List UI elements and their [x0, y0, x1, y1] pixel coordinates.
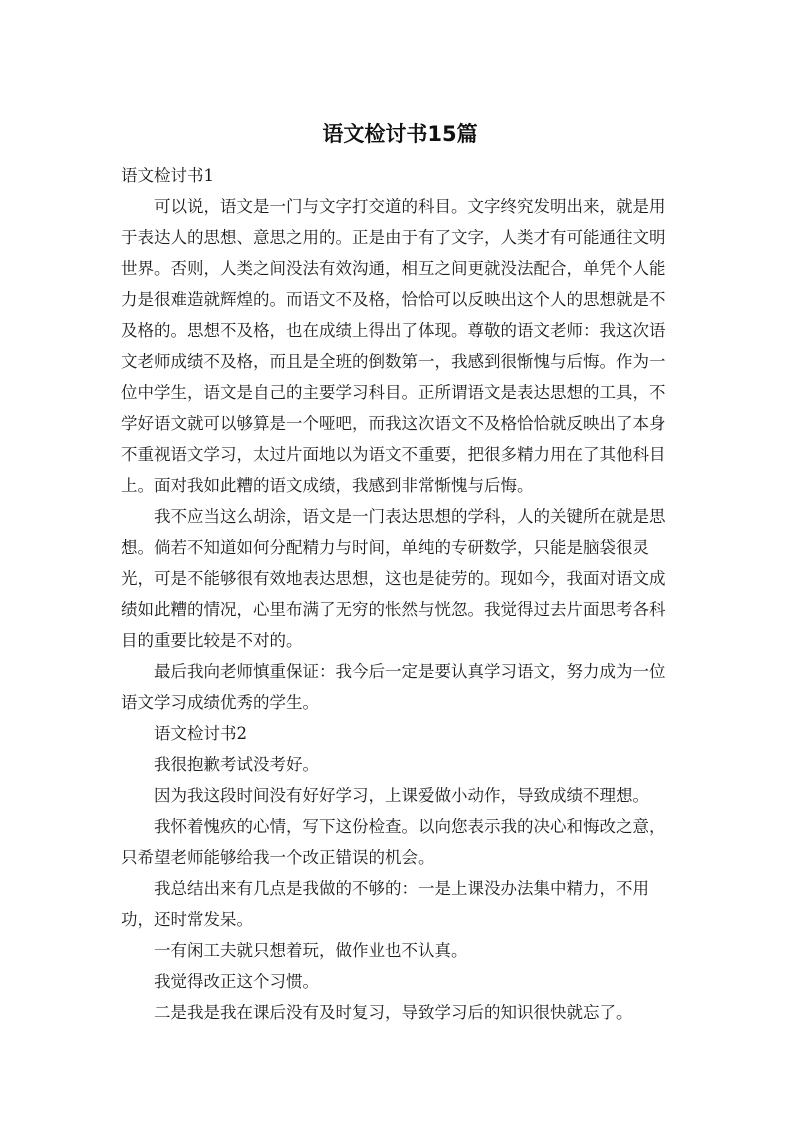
document-title: 语文检讨书15篇: [322, 122, 478, 146]
paragraph: 我总结出来有几点是我做的不够的：一是上课没办法集中精力，不用功，还时常发呆。: [121, 879, 649, 929]
section-heading-1: 语文检讨书1: [121, 166, 214, 185]
paragraph: 我觉得改正这个习惯。: [154, 972, 319, 991]
paragraph: 二是我是我在课后没有及时复习，导致学习后的知识很快就忘了。: [154, 1003, 633, 1022]
paragraph: 我很抱歉考试没考好。: [154, 755, 319, 774]
paragraph: 最后我向老师慎重保证：我今后一定是要认真学习语文，努力成为一位语文学习成绩优秀的学生。: [121, 662, 666, 712]
paragraph: 我怀着愧疚的心情，写下这份检查。以向您表示我的决心和悔改之意，只希望老师能够给我一个改正错误的机会。: [121, 817, 666, 867]
paragraph: 一有闲工夫就只想着玩，做作业也不认真。: [154, 941, 468, 960]
document-body: [121, 160, 681, 1028]
paragraph: 我不应当这么胡涂，语文是一门表达思想的学科，人的关键所在就是思想。倘若不知道如何分配精力与时间，单纯的专研数学，只能是脑袋很灵光，可是不能够很有效地表达思想，这也是徒劳的。现如今，我面对语文成绩如此糟的情况，心里布满了无穷的怅然与恍忽。我觉得过去片面思考各科目的重要比较是不对的。: [121, 507, 666, 650]
paragraph: 因为我这段时间没有好好学习，上课爱做小动作，导致成绩不理想。: [154, 786, 649, 805]
section-heading-2: 语文检讨书2: [154, 724, 247, 743]
paragraph: 可以说，语文是一门与文字打交道的科目。文字终究发明出来，就是用于表达人的思想、意思之用的。正是由于有了文字，人类才有可能通往文明世界。否则，人类之间没法有效沟通，相互之间更就没法配合，单凭个人能力是很难造就辉煌的。而语文不及格，恰恰可以反映出这个人的思想就是不及格的。思想不及格，也在成绩上得出了体现。尊敬的语文老师：我这次语文老师成绩不及格，而且是全班的倒数第一，我感到很惭愧与后悔。作为一位中学生，语文是自己的主要学习科目。正所谓语文是表达思想的工具，不学好语文就可以够算是一个哑吧，而我这次语文不及格恰恰就反映出了本身不重视语文学习，太过片面地以为语文不重要，把很多精力用在了其他科目上。面对我如此糟的语文成绩，我感到非常惭愧与后悔。: [121, 197, 666, 495]
